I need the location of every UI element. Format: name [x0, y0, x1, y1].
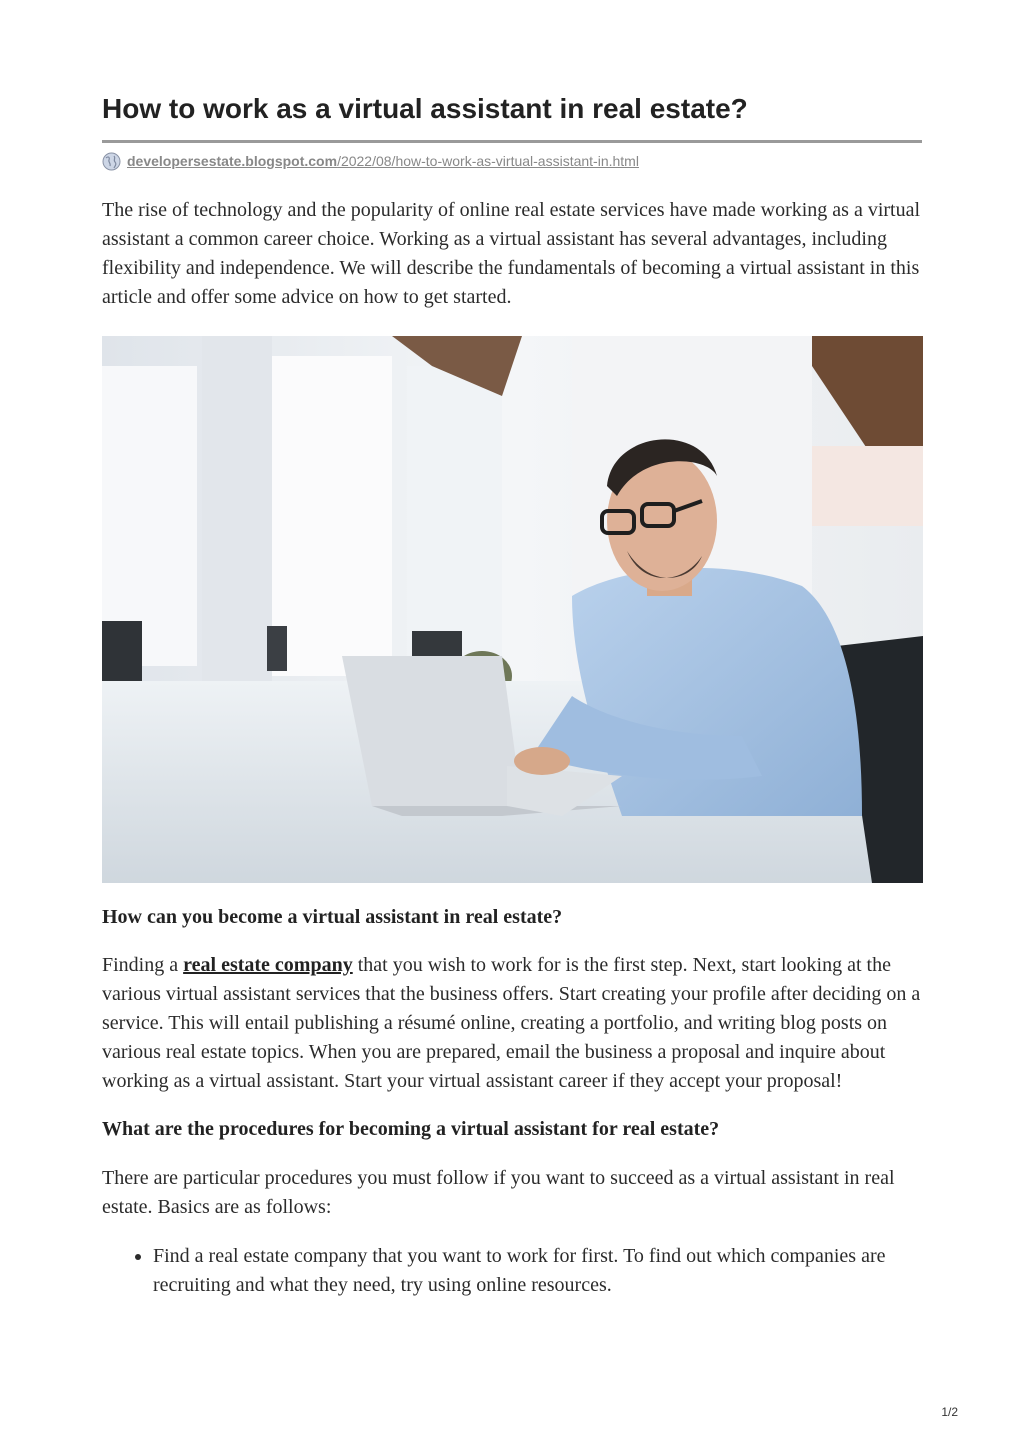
section-paragraph-1: [102, 951, 922, 1096]
section-heading-1: How can you become a virtual assistant in real estate?: [102, 906, 563, 928]
title-divider: [102, 140, 922, 143]
paragraph-text-start: Finding a: [102, 954, 184, 976]
source-domain: developersestate.blogspot.com: [127, 153, 338, 169]
article: [102, 92, 922, 1300]
page-number: 1/2: [941, 1405, 958, 1419]
real-estate-company-link[interactable]: real estate company: [183, 954, 353, 976]
source-line: [102, 151, 922, 171]
intro-paragraph: The rise of technology and the popularity of online real estate services have made working as a virtual assistant a common career choice. Working as a virtual assistant has several advantages, including flexibility and independence. We will describe the fundamentals of becoming a virtual assistant in this article and offer some advice on how to get started.: [102, 199, 921, 308]
procedure-list: [102, 1242, 922, 1300]
section-heading-2: What are the procedures for becoming a virtual assistant for real estate?: [102, 1118, 720, 1140]
hero-image: [102, 336, 923, 883]
source-path: /2022/08/how-to-work-as-virtual-assistant-in.html: [337, 153, 639, 169]
article-title: How to work as a virtual assistant in real estate?: [102, 93, 748, 124]
globe-icon: [102, 152, 121, 171]
paragraph-text-end: that you wish to work for is the first step. Next, start looking at the various virtual assistant services that the business offers. Start creating your profile after deciding on a service. This will entail publishing a résumé online, creating a portfolio, and writing blog posts on various real estate topics. When you are prepared, email the business a proposal and inquire about working as a virtual assistant. Start your virtual assistant career if they accept your proposal!: [102, 954, 921, 1092]
source-link[interactable]: [127, 153, 639, 169]
section-paragraph-2: There are particular procedures you must follow if you want to succeed as a virtual assistant in real estate. Basics are as follows:: [102, 1167, 895, 1218]
office-photo: [102, 336, 923, 883]
list-item: • Find a real estate company that you want to work for first. To find out which companies are recruiting and what they need, try using online resources.: [153, 1242, 922, 1300]
